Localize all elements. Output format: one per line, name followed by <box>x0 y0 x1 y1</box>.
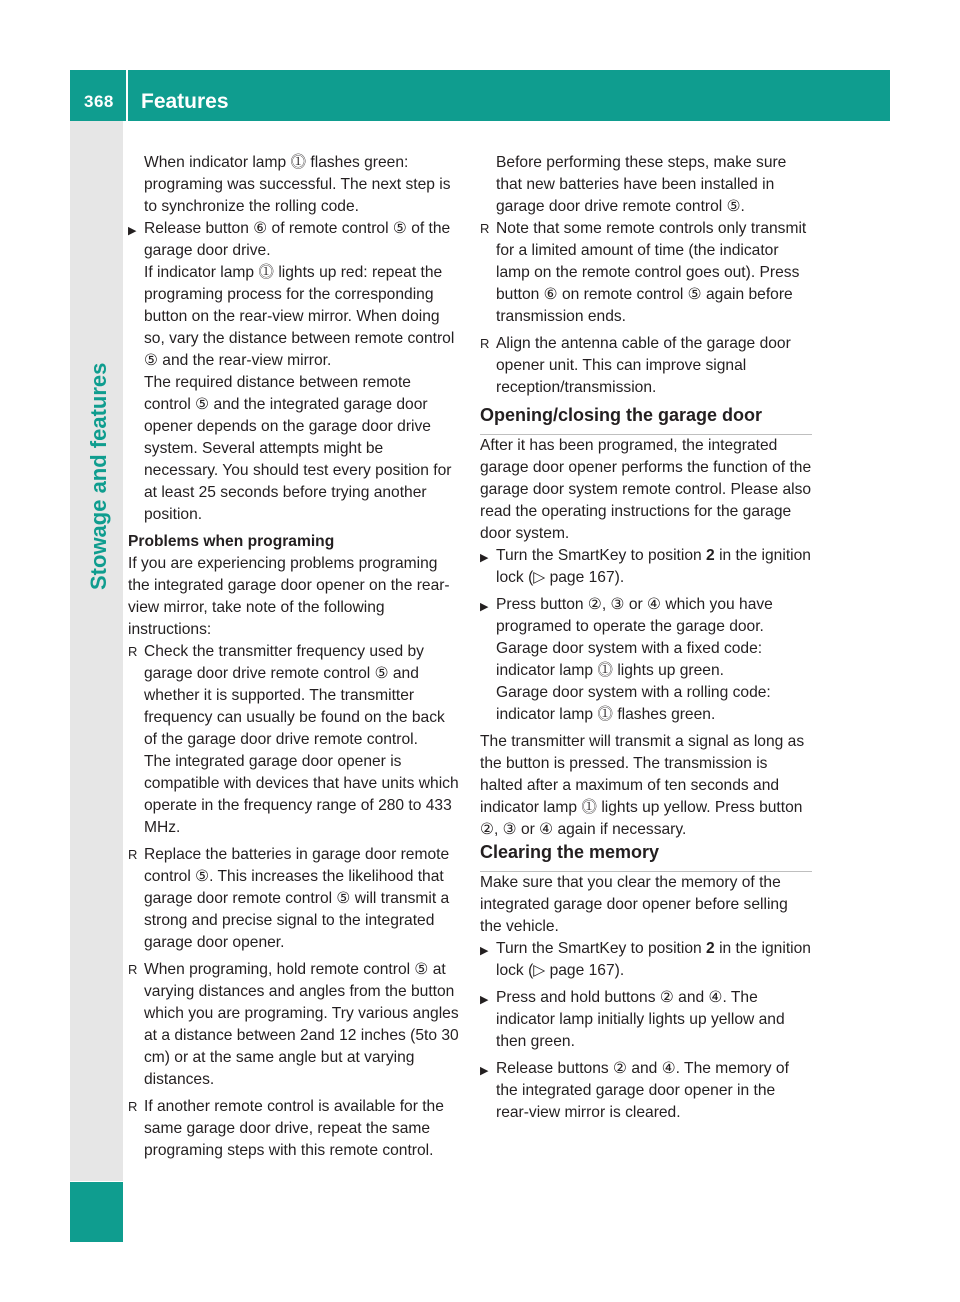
bullet-icon: R <box>128 847 138 862</box>
paragraph: If you are experiencing problems programing the integrated garage door opener on the rear-view mirror, take note of the following instructions: <box>128 555 450 638</box>
bullet-icon: R <box>128 644 138 659</box>
paragraph: When indicator lamp ⓵ flashes green: programing was successful. The next step is to synchronize the rolling code. <box>144 154 451 215</box>
step-text: Release buttons ② and ④. The memory of the integrated garage door opener in the rear-view mirror is cleared. <box>496 1060 789 1121</box>
step-text: The required distance between remote control ⑤ and the integrated garage door opener depends on the garage door drive system. Several attempts might be necessary. You should test every position for at least 25 seconds before trying another position. <box>144 374 452 523</box>
arrow-icon: ▶ <box>480 1065 489 1077</box>
arrow-icon: ▶ <box>480 552 489 564</box>
arrow-icon: ▶ <box>128 225 137 237</box>
paragraph: Make sure that you clear the memory of the integrated garage door opener before selling the vehicle. <box>480 874 788 935</box>
side-tab <box>70 121 123 1181</box>
arrow-icon: ▶ <box>480 945 489 957</box>
bullet-item <box>128 641 460 839</box>
bullet-text: Check the transmitter frequency used by garage door drive remote control ⑤ and whether it is supported. The transmitter frequency can usually be found on the back of the garage door drive remote control. <box>144 643 445 748</box>
section-heading: Opening/closing the garage door <box>480 404 812 435</box>
bullet-item <box>480 333 812 399</box>
bullet-text: Align the antenna cable of the garage door opener unit. This can improve signal reception/transmission. <box>496 335 791 396</box>
bullet-icon: R <box>480 221 490 236</box>
instruction-step <box>480 987 812 1053</box>
side-tab-block <box>70 1182 123 1242</box>
step-text: Release button ⑥ of remote control ⑤ of the garage door drive. <box>144 220 451 259</box>
subheading: Problems when programing <box>128 533 335 550</box>
bullet-item <box>128 1096 460 1162</box>
left-column <box>128 152 460 1167</box>
bullet-text: Replace the batteries in garage door remote control ⑤. This increases the likelihood that garage door remote control ⑤ will transmit a strong and precise signal to the integrated garage door opener. <box>144 846 450 951</box>
paragraph: The transmitter will transmit a signal as long as the button is pressed. The transmission is halted after a maximum of ten seconds and indicator lamp ⓵ lights up yellow. Press button ②, ③ or ④ again if necessary. <box>480 733 805 838</box>
section-heading: Clearing the memory <box>480 841 812 872</box>
arrow-icon: ▶ <box>480 994 489 1006</box>
side-tab-label: Stowage and features <box>86 362 111 590</box>
step-text: If indicator lamp ⓵ lights up red: repeat the programing process for the corresponding button on the rear-view mirror. When doing so, vary the distance between remote control ⑤ and the rear-view mirror. <box>144 264 455 369</box>
instruction-step <box>480 594 812 726</box>
instruction-step <box>128 218 460 526</box>
bullet-text: Note that some remote controls only transmit for a limited amount of time (the indicator lamp on the remote control goes out). Press button ⑥ on remote control ⑤ again before transmission ends. <box>496 220 807 325</box>
bullet-text: The integrated garage door opener is compatible with devices that have units which operate in the frequency range of 280 to 433 MHz. <box>144 753 459 836</box>
bullet-text: When programing, hold remote control ⑤ at varying distances and angles from the button which you are programing. Try various angles at a distance between 2and 12 inches (5to 30 cm) or at the same angle but at varying distances. <box>144 961 459 1088</box>
right-column <box>480 152 812 1129</box>
page-number: 368 <box>84 92 114 111</box>
section-title: Features <box>141 90 229 113</box>
bullet-item <box>480 218 812 328</box>
paragraph: Before performing these steps, make sure that new batteries have been installed in garage door drive remote control ⑤. <box>496 154 787 215</box>
instruction-step <box>480 938 812 982</box>
paragraph: After it has been programed, the integrated garage door opener performs the function of the garage door system remote control. Please also read the operating instructions for the garage door system. <box>480 437 812 542</box>
bullet-icon: R <box>480 336 490 351</box>
step-text: Garage door system with a rolling code: indicator lamp ⓵ flashes green. <box>496 684 771 723</box>
bullet-item <box>128 959 460 1091</box>
step-text: Press button ②, ③ or ④ which you have programed to operate the garage door. Garage door system with a fixed code: indicator lamp ⓵ lights up green. <box>496 596 773 679</box>
instruction-step <box>480 545 812 589</box>
arrow-icon: ▶ <box>480 601 489 613</box>
step-text: Turn the SmartKey to position 2 in the ignition lock (▷ page 167). <box>496 547 811 586</box>
bullet-item <box>128 844 460 954</box>
bullet-text: If another remote control is available for the same garage door drive, repeat the same programing steps with this remote control. <box>144 1098 444 1159</box>
step-text: Turn the SmartKey to position 2 in the ignition lock (▷ page 167). <box>496 940 811 979</box>
header-divider <box>126 70 128 121</box>
instruction-step <box>480 1058 812 1124</box>
step-text: Press and hold buttons ② and ④. The indicator lamp initially lights up yellow and then green. <box>496 989 785 1050</box>
bullet-icon: R <box>128 962 138 977</box>
bullet-icon: R <box>128 1099 138 1114</box>
